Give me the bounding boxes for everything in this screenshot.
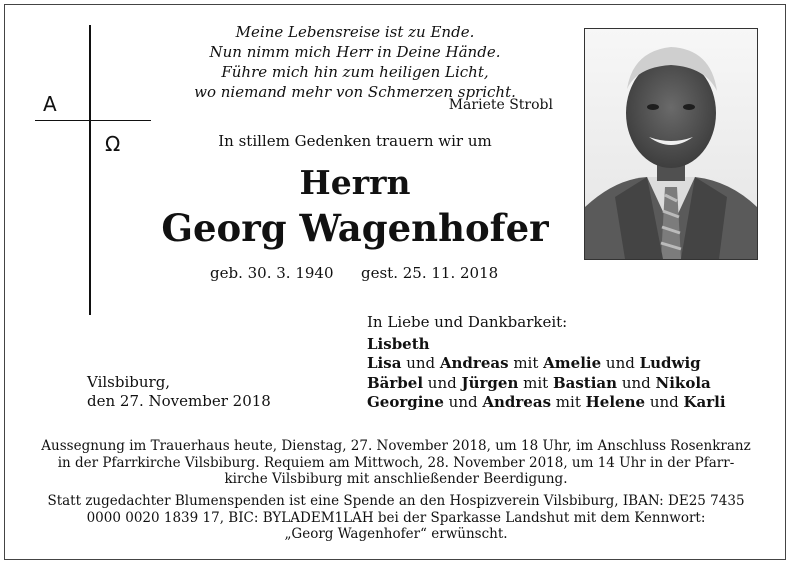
mourner-line [367,354,726,373]
poem-line: Nun nimm mich Herr in Deine Hände. [209,43,501,61]
salutation: Herrn [299,163,411,202]
poem-line: wo niemand mehr von Schmerzen spricht. [194,83,516,101]
alpha-symbol: A [43,92,57,116]
birth-date: geb. 30. 3. 1940 [210,264,334,282]
poem [155,22,555,102]
mourner-connector: mit [508,354,544,373]
mourner-name: Bastian [552,373,618,392]
mourner-connector: und [443,392,483,411]
mourner-name: Jürgen [461,373,519,392]
mourner-connector: mit [551,392,586,411]
death-date: gest. 25. 11. 2018 [361,264,499,282]
funeral-info [25,438,767,488]
mourners-list [367,335,726,412]
mourner-name: Lisa [367,354,402,373]
donation-info [25,493,767,543]
cross-horizontal-beam [35,120,151,121]
mourner-connector: und [423,373,462,392]
mourner-name: Bärbel [367,373,424,392]
cross-vertical-beam [89,25,91,315]
place-city: Vilsbiburg, [87,373,171,391]
funeral-info-line: Aussegnung im Trauerhaus heute, Dienstag, 27. November 2018, um 18 Uhr, im Anschluss Rosenkranz [41,438,751,454]
mourner-name: Karli [683,392,726,411]
mourner-name: Nikola [655,373,711,392]
intro-line: In stillem Gedenken trauern wir um [218,132,492,150]
mourner-name: Georgine [367,392,444,411]
mourner-connector: und [617,373,656,392]
mourner-name: Andreas [482,392,552,411]
obituary-notice [4,4,786,560]
mourner-name: Ludwig [639,354,701,373]
poem-line: Meine Lebensreise ist zu Ende. [235,23,475,41]
deceased-name: Georg Wagenhofer [161,206,549,250]
poem-line: Führe mich hin zum heiligen Licht, [221,63,489,81]
mourner-connector: mit [518,373,553,392]
mourner-name: Amelie [543,354,602,373]
place-date: den 27. November 2018 [87,392,271,410]
mourner-connector: und [601,354,640,373]
portrait-photo [584,28,758,260]
donation-info-line: 0000 0020 1839 17, BIC: BYLADEM1LAH bei der Sparkasse Landshut mit dem Kennwort: [86,509,706,526]
mourner-name: Andreas [439,354,509,373]
funeral-info-line: kirche Vilsbiburg mit anschließender Beerdigung. [224,471,568,487]
mourner-name: Helene [585,392,646,411]
place-and-date [87,373,271,411]
mourner-connector: und [401,354,440,373]
mourner-connector: und [645,392,684,411]
mourner-line [367,393,726,412]
mourner-line [367,335,726,354]
donation-info-line: „Georg Wagenhofer“ erwünscht. [284,526,508,542]
portrait-illustration [585,29,757,259]
mourners-heading: In Liebe und Dankbarkeit: [367,313,568,331]
poem-author: Mariete Strobl [448,97,553,113]
mourner-line [367,374,726,393]
donation-info-line: Statt zugedachter Blumenspenden ist eine Spende an den Hospizverein Vilsbiburg, IBAN: DE25 7435 [47,493,745,509]
funeral-info-line: in der Pfarrkirche Vilsbiburg. Requiem am Mittwoch, 28. November 2018, um 14 Uhr in der Pfarr- [57,454,735,471]
mourner-name: Lisbeth [367,335,430,353]
omega-symbol: Ω [105,132,121,156]
